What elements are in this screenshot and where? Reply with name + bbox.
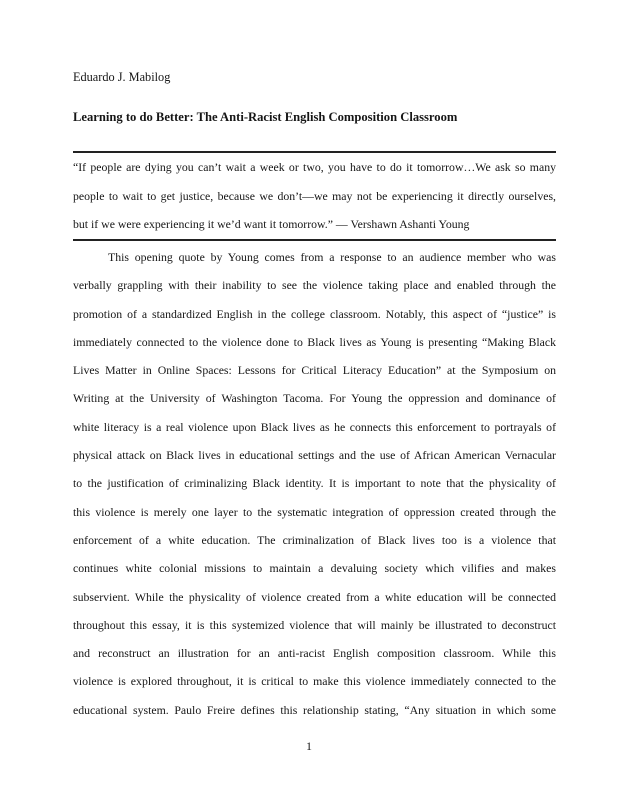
body-line: educational system. Paulo Freire defines this relationship stating, “Any situation in which some [73,702,556,717]
body-line: verbally grappling with their inability to see the violence taking place and enabled through the [73,278,556,293]
quote-bottom-rule [73,239,556,241]
body-line: Lives Matter in Online Spaces: Lessons for Critical Literacy Education” at the Symposium on [73,363,556,378]
body-line: This opening quote by Young comes from a response to an audience member who was [108,250,556,264]
body-line: this violence is merely one layer to the systematic integration of oppression created through the [73,504,556,519]
body-line: throughout this essay, it is this systemized violence that will mainly be illustrated to deconstruct [73,617,556,632]
body-line: immediately connected to the violence done to Black lives as Young is presenting “Making Black [73,334,556,349]
body-line: subservient. While the physicality of violence created from a white education will be connected [73,589,556,604]
body-line: physical attack on Black lives in educational settings and the use of African American Vernacular [73,448,556,463]
body-line: white literacy is a real violence upon Black lives as he connects this enforcement to portrayals of [73,419,556,434]
essay-title: Learning to do Better: The Anti-Racist English Composition Classroom [73,110,458,124]
author-name: Eduardo J. Mabilog [73,70,171,84]
body-line: enforcement of a white education. The criminalization of Black lives too is a violence that [73,532,556,547]
body-line: and reconstruct an illustration for an anti-racist English composition classroom. While this [73,646,556,661]
body-line: violence is explored throughout, it is critical to make this violence immediately connected to the [73,674,556,689]
body-line: Writing at the University of Washington Tacoma. For Young the oppression and dominance of [73,391,556,406]
body-line: continues white colonial missions to maintain a devaluing society which vilifies and makes [73,561,556,576]
body-line: promotion of a standardized English in the college classroom. Notably, this aspect of “justice” is [73,306,556,321]
quote-attribution-line: but if we were experiencing it we’d want it tomorrow.” — Vershawn Ashanti Young [73,217,470,232]
body-line: to the justification of criminalizing Black identity. It is important to note that the physicality of [73,476,556,491]
epigraph-quote [73,151,556,241]
page-number: 1 [306,739,312,753]
body-paragraph [73,243,556,724]
quote-line: people to wait to get justice, because we don’t—we may not be experiencing it directly ourselves, [73,188,556,203]
quote-line: “If people are dying you can’t wait a week or two, you have to do it tomorrow…We ask so many [73,160,556,174]
